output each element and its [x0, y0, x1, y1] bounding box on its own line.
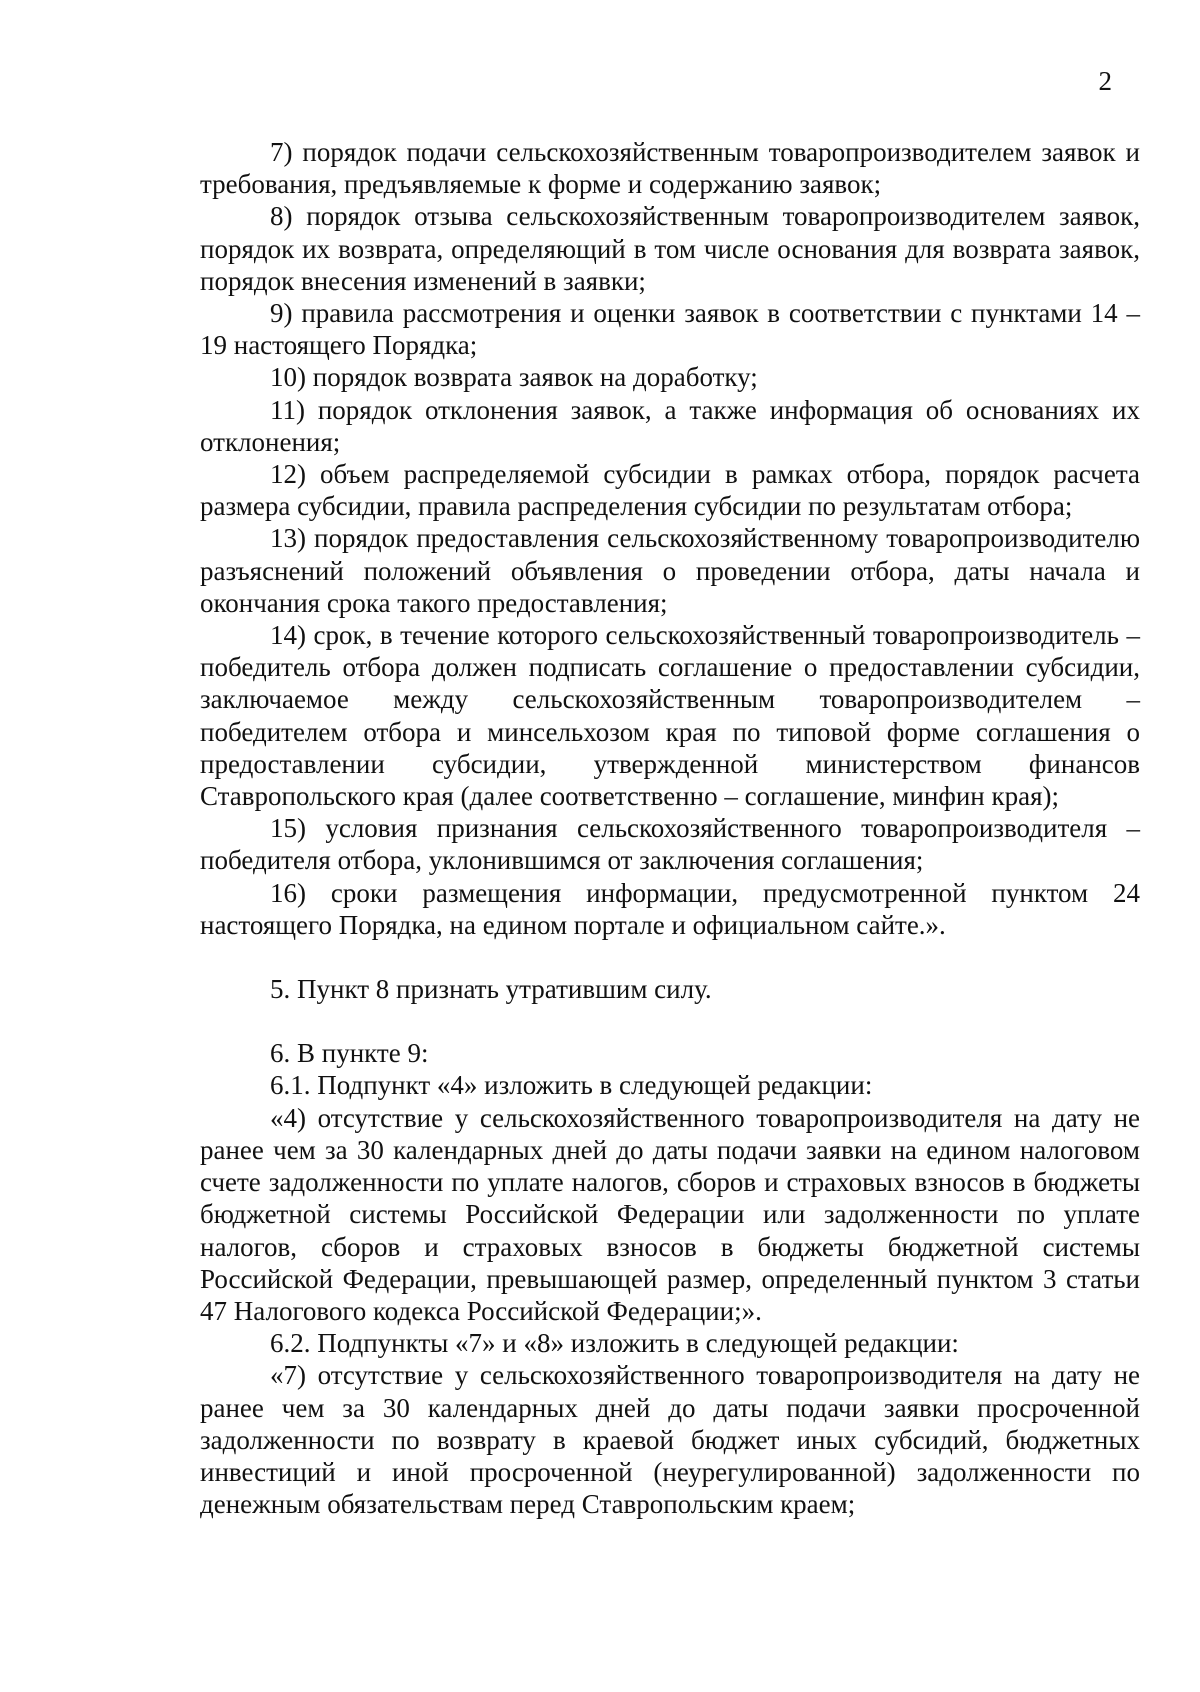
paragraph-item-14: 14) срок, в течение которого сельскохозяйственный товаропроизводитель – победитель отбора должен подписать соглашение о предоставлении субсидии, заключаемое между сельскохозяйственным товаропроизводителем – победителем отбора и минсельхозом края по типовой форме соглашения о предоставлении субсидии, утвержденной министерством финансов Ставропольского края (далее соответственно – соглашение, минфин края); [200, 620, 1140, 812]
paragraph-item-8: 8) порядок отзыва сельскохозяйственным товаропроизводителем заявок, порядок их возврата, определяющий в том числе основания для возврата заявок, порядок внесения изменений в заявки; [200, 201, 1140, 296]
clause-6-heading: 6. В пункте 9: [270, 1038, 429, 1069]
paragraph-item-13: 13) порядок предоставления сельскохозяйственному товаропроизводителю разъяснений положений объявления о проведении отбора, даты начала и окончания срока такого предоставления; [200, 523, 1140, 618]
clause-6-1-text: «4) отсутствие у сельскохозяйственного товаропроизводителя на дату не ранее чем за 30 календарных дней до даты подачи заявки на едином налоговом счете задолженности по уплате налогов, сборов и страховых взносов в бюджеты бюджетной системы Российской Федерации или задолженности по уплате налогов, сборов и страховых взносов в бюджеты бюджетной системы Российской Федерации, превышающей размер, определенный пунктом 3 статьи 47 Налогового кодекса Российской Федерации;». [200, 1102, 1140, 1326]
document-body [200, 136, 1140, 1520]
clause-6-1-heading: 6.1. Подпункт «4» изложить в следующей редакции: [270, 1070, 873, 1101]
paragraph-item-11: 11) порядок отклонения заявок, а также информация об основаниях их отклонения; [200, 394, 1140, 457]
clause-5: 5. Пункт 8 признать утратившим силу. [270, 974, 712, 1005]
paragraph-item-7: 7) порядок подачи сельскохозяйственным товаропроизводителем заявок и требования, предъявляемые к форме и содержанию заявок; [200, 137, 1140, 200]
paragraph-item-15: 15) условия признания сельскохозяйственного товаропроизводителя – победителя отбора, уклонившимся от заключения соглашения; [200, 813, 1140, 876]
page-number: 2 [1098, 66, 1112, 96]
clause-6-2-text: «7) отсутствие у сельскохозяйственного товаропроизводителя на дату не ранее чем за 30 календарных дней до даты подачи заявки просроченной задолженности по возврату в краевой бюджет иных субсидий, бюджетных инвестиций и иной просроченной (неурегулированной) задолженности по денежным обязательствам перед Ставропольским краем; [200, 1360, 1140, 1520]
clause-6-2-heading: 6.2. Подпункты «7» и «8» изложить в следующей редакции: [270, 1328, 959, 1359]
paragraph-item-12: 12) объем распределяемой субсидии в рамках отбора, порядок расчета размера субсидии, правила распределения субсидии по результатам отбора; [200, 459, 1140, 522]
paragraph-item-9: 9) правила рассмотрения и оценки заявок в соответствии с пунктами 14 – 19 настоящего Порядка; [200, 298, 1140, 361]
paragraph-item-10: 10) порядок возврата заявок на доработку; [270, 362, 758, 393]
paragraph-item-16: 16) сроки размещения информации, предусмотренной пунктом 24 настоящего Порядка, на едином портале и официальном сайте.». [200, 877, 1140, 940]
